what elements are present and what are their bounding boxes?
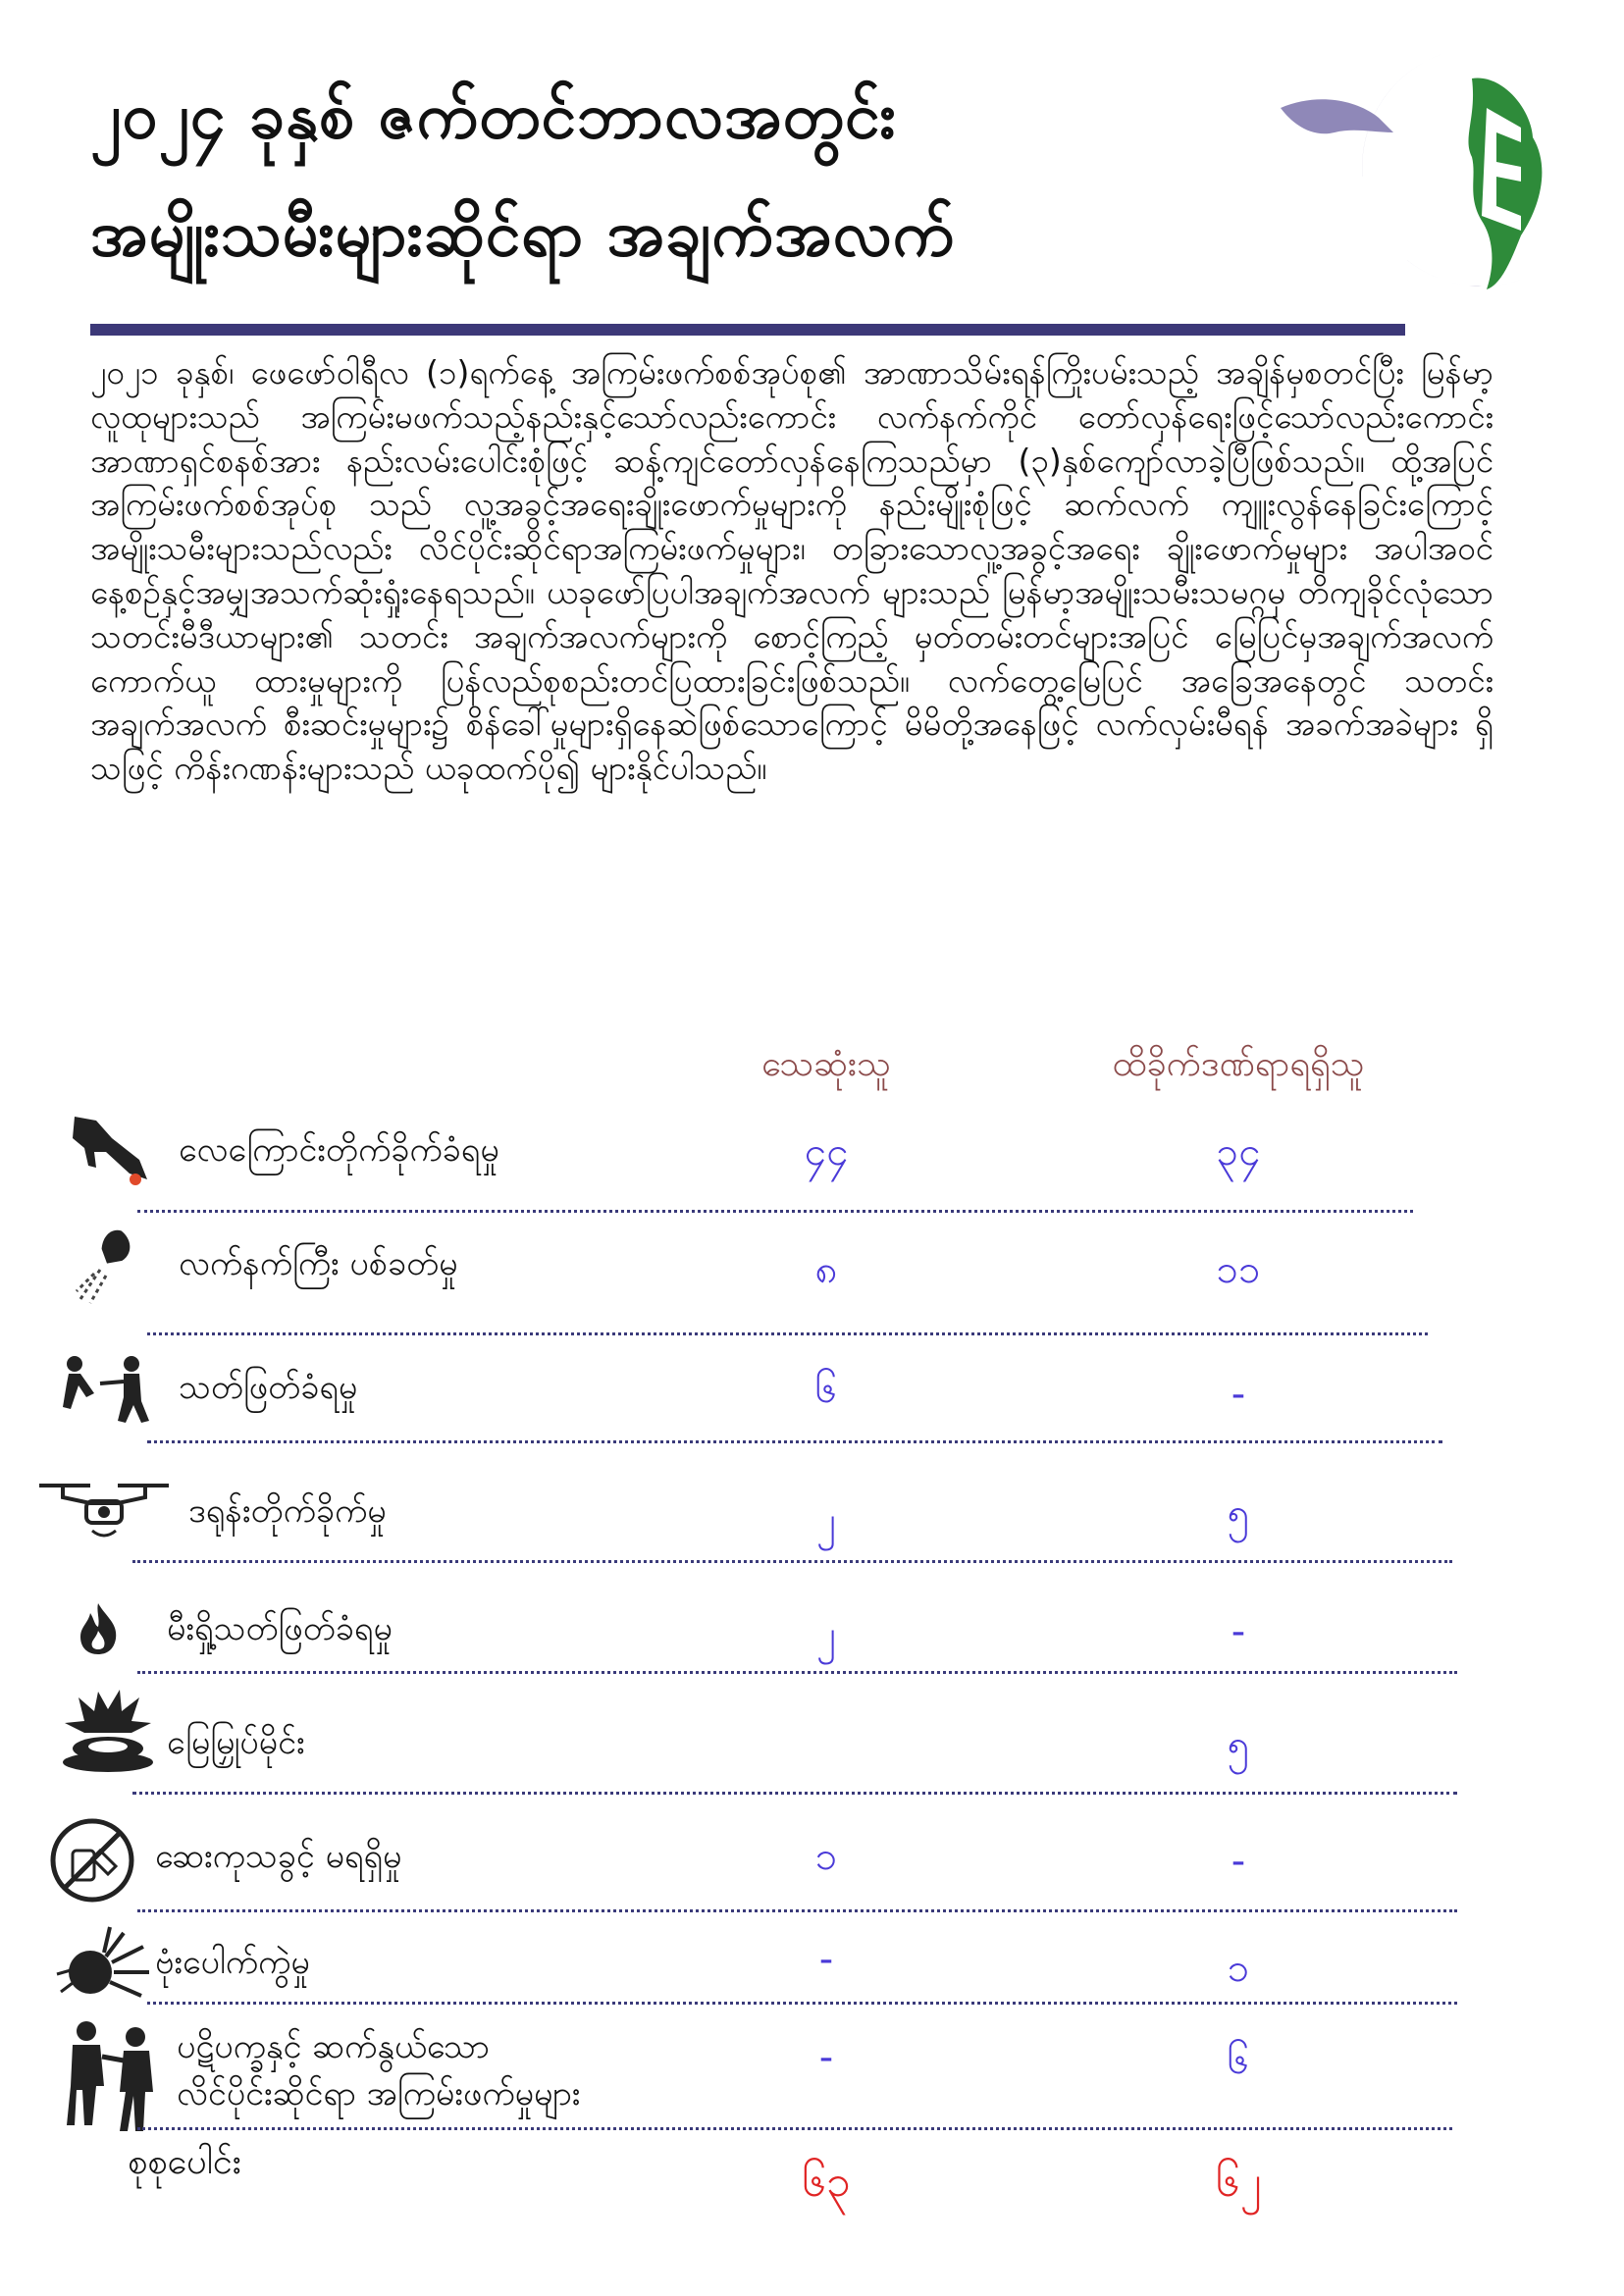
row-divider: [132, 1792, 1457, 1795]
row-label-bomb-explosion: ဗုံးပေါက်ကွဲမှု: [155, 1943, 310, 1982]
row-value-air-strike-killed: ၄၄: [804, 1129, 849, 1174]
row-label-no-medical-care: ဆေးကုသခွင့် မရရှိမှု: [155, 1837, 402, 1876]
row-value-explosion-injured: ၁: [1227, 1946, 1250, 1991]
column-header-killed: သေဆုံးသူ: [761, 1044, 891, 1084]
killing-icon: [61, 1354, 155, 1425]
column-header-injured: ထိခိုက်ဒဏ်ရာရရှိသူ: [1112, 1044, 1365, 1084]
row-value-no-medical-killed: ၁: [814, 1834, 838, 1879]
row-value-artillery-injured: ၁၁: [1216, 1247, 1261, 1292]
row-value-arson-killed: ၂: [816, 1612, 836, 1657]
row-value-explosion-killed: -: [818, 1937, 834, 1982]
row-divider: [137, 1909, 1457, 1912]
intro-paragraph: ၂၀၂၁ ခုနှစ်၊ ဖေဖော်ဝါရီလ (၁)ရက်နေ့ အကြမ်းဖက်စစ်အုပ်စု၏ အာဏာသိမ်းရန်ကြိုးပမ်းသည့် အချိန်မှစတင်ပြီး မြန်မာ့လူထုများသည် အကြမ်းမဖက်သည့်နည်းနှင့်သော်လည်းကောင်း လက်နက်ကိုင် တော်လှန်ရေးဖြင့်သော်လည်းကောင်း အာဏာရှင်စနစ်အား နည်းလမ်းပေါင်းစုံဖြင့် ဆန့်ကျင်တော်လှန်နေကြသည်မှာ (၃)နှစ်ကျော်လာခဲ့ပြီဖြစ်သည်။ ထို့အပြင် အကြမ်းဖက်စစ်အုပ်စု သည် လူ့အခွင့်အရေးချိုးဖောက်မှုများကို နည်းမျိုးစုံဖြင့် ဆက်လက် ကျူးလွန်နေခြင်းကြောင့် အမျိုးသမီးများသည်လည်း လိင်ပိုင်းဆိုင်ရာအကြမ်းဖက်မှုများ၊ တခြားသောလူ့အခွင့်အရေး ချိုးဖောက်မှုများ အပါအဝင် နေ့စဉ်နှင့်အမျှအသက်ဆုံးရှုံးနေရသည်။ ယခုဖော်ပြပါအချက်အလက် များသည် မြန်မာ့အမျိုးသမီးသမဂ္ဂမှ တိကျခိုင်လုံသော သတင်းမီဒီယာများ၏ သတင်း အချက်အလက်များကို စောင့်ကြည့် မှတ်တမ်းတင်များအပြင် မြေပြင်မှအချက်အလက်ကောက်ယူ ထားမှုများကို ပြန်လည်စုစည်းတင်ပြထားခြင်းဖြစ်သည်။ လက်တွေ့မြေပြင် အခြေအနေတွင် သတင်းအချက်အလက် စီးဆင်းမှုများ၌ စိန်ခေါ်မှုများရှိနေဆဲဖြစ်သောကြောင့် မိမိတို့အနေဖြင့် လက်လှမ်းမီရန် အခက်အခဲများ ရှိသဖြင့် ကိန်းဂဏန်းများသည် ယခုထက်ပို၍ များနိုင်ပါသည်။: [90, 353, 1493, 788]
row-value-killing-injured: -: [1231, 1372, 1246, 1417]
row-value-landmine-injured: ၅: [1227, 1722, 1250, 1767]
row-divider: [132, 1560, 1452, 1563]
total-value-injured: ၆၂: [1215, 2157, 1262, 2207]
row-divider: [147, 1440, 1442, 1443]
row-value-drone-killed: ၂: [816, 1498, 836, 1543]
row-label-killing: သတ်ဖြတ်ခံရမှု: [179, 1368, 358, 1407]
row-divider: [147, 2002, 1457, 2005]
assault-icon: [63, 2017, 161, 2135]
row-value-arson-injured: -: [1231, 1609, 1246, 1654]
row-label-drone: ဒရုန်းတိုက်ခိုက်မှု: [188, 1491, 387, 1531]
explosion-icon: [55, 1923, 153, 2002]
title-underline: [90, 324, 1405, 336]
row-value-artillery-killed: ၈: [814, 1247, 838, 1292]
row-value-no-medical-injured: -: [1231, 1839, 1246, 1884]
row-divider: [137, 1210, 1413, 1213]
row-value-drone-injured: ၅: [1227, 1490, 1250, 1536]
drone-icon: [35, 1478, 173, 1546]
row-label-arson-killing: မီးရှို့သတ်ဖြတ်ခံရမှု: [167, 1609, 393, 1648]
no-medicine-icon: [47, 1815, 137, 1905]
row-value-sexual-violence-injured: ၆: [1227, 2038, 1250, 2083]
row-label-air-strike: လေကြောင်းတိုက်ခိုက်ခံရမှု: [179, 1130, 499, 1170]
row-divider: [137, 1671, 1457, 1674]
artillery-shell-icon: [73, 1226, 141, 1307]
row-label-landmine: မြေမြှုပ်မိုင်း: [167, 1723, 305, 1762]
row-label-artillery: လက်နက်ကြီး ပစ်ခတ်မှု: [179, 1244, 458, 1283]
landmine-icon: [59, 1688, 157, 1776]
fighter-jet-icon: [67, 1109, 151, 1189]
title-line-2: အမျိုးသမီးများဆိုင်ရာ အချက်အလက်: [90, 198, 956, 271]
fire-icon: [77, 1601, 120, 1656]
title-line-1: ၂၀၂၄ ခုနှစ် ဇက်တင်ဘာလအတွင်း: [90, 80, 897, 153]
organization-logo: [1276, 39, 1570, 294]
total-label: စုစုပေါင်း: [128, 2142, 241, 2182]
row-value-air-strike-injured: ၃၄: [1216, 1129, 1261, 1174]
total-value-killed: ၆၃: [802, 2157, 851, 2207]
row-value-sexual-violence-killed: -: [818, 2035, 834, 2080]
row-label-conflict-sexual-violence: ပဋိပက္ခနှင့် ဆက်နွယ်သော လိင်ပိုင်းဆိုင်ရာ အကြမ်းဖက်မှုများ: [177, 2027, 581, 2113]
row-divider: [147, 1332, 1428, 1335]
row-value-killing-killed: ၆: [814, 1367, 838, 1412]
row-divider: [137, 2127, 1452, 2130]
